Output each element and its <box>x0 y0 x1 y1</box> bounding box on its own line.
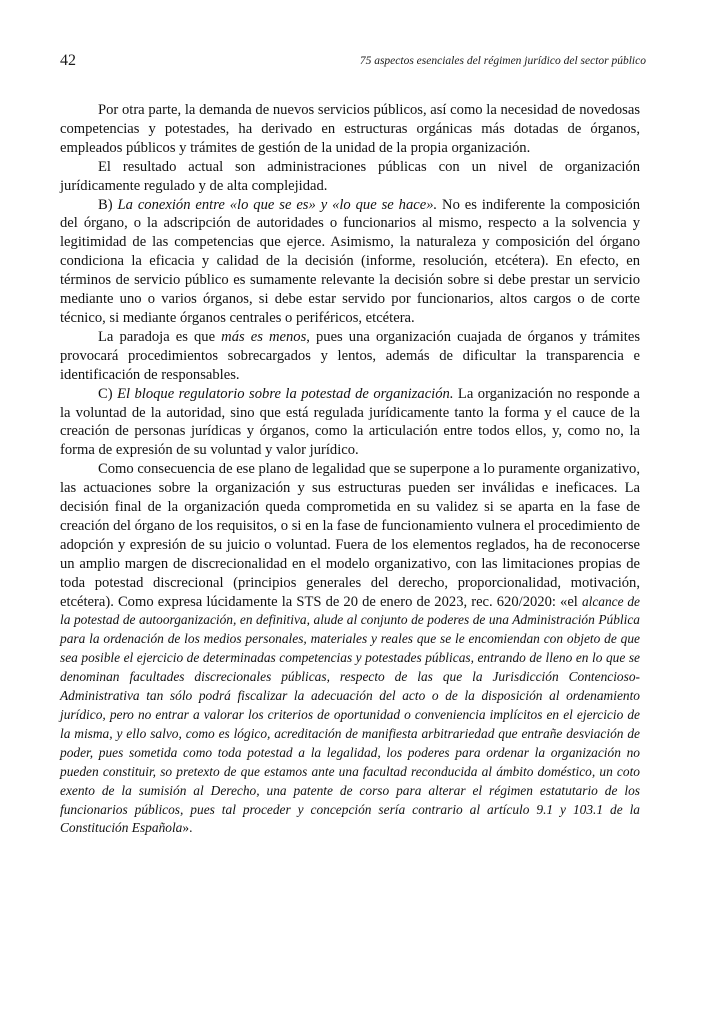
paragraph-text: La paradoja es que <box>98 328 222 345</box>
paragraph-text: La organización no responde a la voluntad de la autoridad, sino que está regulada jurídicamente tanto la forma y el cauce de la creación de personas jurídicas y órganos, como la articulación entre todos ellos, y, como no, la forma de expresión de su voluntad y valor jurídico. <box>60 385 640 459</box>
paragraph-text: No es indiferente la composición del órgano, o la adscripción de autoridades o funcionarios al mismo, respecto a la solvencia y legitimidad de las competencias que ejerce. Asimismo, la naturaleza y composición del órgano condiciona la eficacia y calidad de la decisión (informe, resolución, etcétera). En efecto, en términos de servicio público es sumamente relevante la decisión sobre si debe prestar un servicio mediante uno o varios órganos, si debe estar servido por funcionarios, altos cargos o de corte técnico, si mediante órganos centrales o periféricos, etcétera. <box>60 196 640 326</box>
page-number: 42 <box>60 52 76 69</box>
paragraph-text: , pues una organización cuajada de órganos y trámites provocará procedimientos sobrecargados y lentos, además de dificultar la transparencia e identificación de responsables. <box>60 328 640 383</box>
section-letter: C) <box>98 385 118 402</box>
section-letter: B) <box>98 196 118 213</box>
paragraph-with-quote <box>60 460 640 838</box>
emphasis: más es menos <box>221 328 307 345</box>
quote-close: ». <box>182 820 193 836</box>
paragraph: El resultado actual son administraciones públicas con un nivel de organización jurídicamente regulado y de alta complejidad. <box>60 158 640 194</box>
paragraph: Por otra parte, la demanda de nuevos servicios públicos, así como la necesidad de novedosas competencias y potestades, ha derivado en estructuras orgánicas más dotadas de órganos, empleados públicos y trámites de gestión de la unidad de la propia organización. <box>60 102 640 156</box>
running-header: 75 aspectos esenciales del régimen jurídico del sector público <box>359 55 646 67</box>
paragraph <box>60 328 640 385</box>
paragraph-section-b <box>60 196 640 328</box>
section-title: El bloque regulatorio sobre la potestad de organización. <box>117 385 454 402</box>
court-ruling-quote: alcance de la potestad de autoorganización, en definitiva, alude al conjunto de poderes de una Administración Pública para la ordenación de los medios personales, materiales y reales que se le encomiendan con objeto de que sea posible el ejercicio de determinadas competencias y potestades públicas, entrando de lleno en lo que se denominan facultades discrecionales públicas, respecto de las que la Jurisdicción Contencioso-Administrativa tan sólo podrá fiscalizar la adecuación del acto o de la disposición al ordenamiento jurídico, pero no entrar a valorar los criterios de oportunidad o conveniencia implícitos en el ejercicio de la misma, y ello salvo, como es lógico, acreditación de manifiesta arbitrariedad que entrañe desviación de poder, pues sometida como toda potestad a la legalidad, los poderes para ordenar la organización no pueden constituir, so pretexto de que estamos ante una facultad reconducida al ámbito doméstico, un coto exento de la sumisión al Derecho, una patente de corso para alterar el régimen estatutario de los funcionarios públicos, pues tal proceder y concepción sería contrario al artículo 9.1 y 103.1 de la Constitución Española <box>60 593 640 836</box>
body-text <box>60 101 640 838</box>
paragraph-section-c <box>60 385 640 461</box>
paragraph-text: Como consecuencia de ese plano de legalidad que se superpone a lo puramente organizativo, las actuaciones sobre la organización y sus estructuras pueden ser inválidas e ineficaces. La decisión final de la organización queda comprometida en su validez si se aparta en la fase de creación del órgano de los requisitos, o si en la fase de funcionamiento vulnera el procedimiento de adopción y expresión de su juicio o voluntad. Fuera de los elementos reglados, ha de reconocerse un amplio margen de discrecionalidad en el modelo organizativo, con las limitaciones propias de toda potestad discrecional (principios generales del derecho, proporcionalidad, motivación, etcétera). Como expresa lúcidamente la STS de 20 de enero de 2023, rec. 620/2020: «el <box>60 461 640 610</box>
section-title: La conexión entre «lo que se es» y «lo que se hace». <box>117 196 438 213</box>
